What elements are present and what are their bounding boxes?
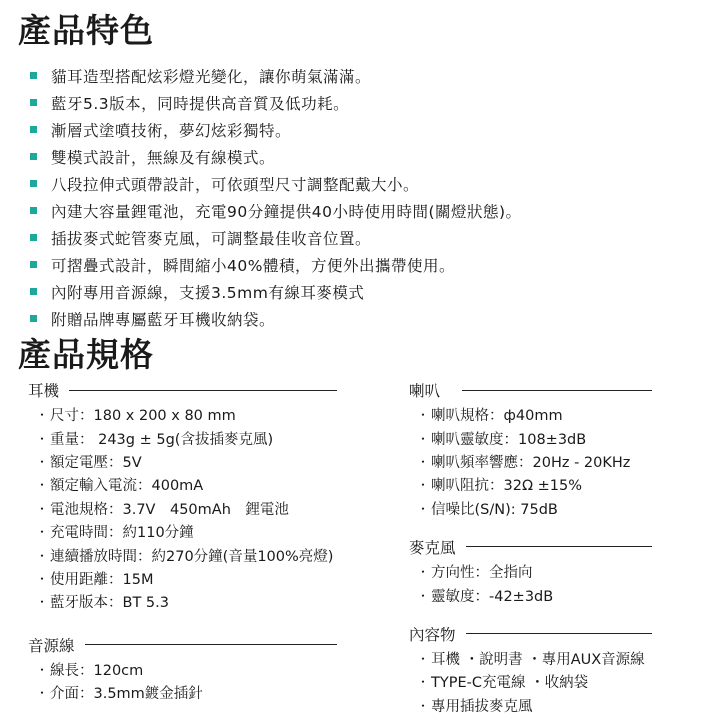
- spec-text: 尺寸：180 x 200 x 80 mm: [50, 408, 236, 425]
- section-title: 音源線: [28, 636, 75, 655]
- feature-text: 漸層式塗噴技術，夢幻炫彩獨特。: [51, 121, 292, 140]
- bullet-dot: ・: [36, 525, 49, 540]
- spec-item: [409, 694, 714, 717]
- spec-text: 方向性：全指向: [431, 565, 533, 582]
- feature-text: 附贈品牌專屬藍牙耳機收納袋。: [51, 310, 276, 329]
- spec-text: 耳機 ・說明書 ・專用AUX音源線: [431, 651, 645, 668]
- section-title: 麥克風: [409, 538, 456, 557]
- feature-text: 插拔麥式蛇管麥克風，可調整最佳收音位置。: [51, 229, 372, 248]
- square-bullet-icon: [30, 180, 37, 187]
- bullet-dot: ・: [36, 686, 49, 701]
- bullet-dot: ・: [417, 454, 430, 469]
- spec-text: 使用距離：15M: [50, 571, 154, 588]
- square-bullet-icon: [30, 72, 37, 79]
- bullet-dot: ・: [417, 651, 430, 666]
- bullet-dot: ・: [417, 431, 430, 446]
- bullet-dot: ・: [417, 698, 430, 713]
- bullet-dot: ・: [36, 408, 49, 423]
- feature-text: 內附專用音源線，支援3.5mm有線耳麥模式: [51, 283, 365, 302]
- spec-text: 額定電壓：5V: [50, 454, 142, 471]
- spec-text: 介面：3.5mm鍍金插針: [50, 686, 203, 703]
- specs-left-column: [28, 377, 368, 704]
- spec-item: [28, 403, 368, 426]
- spec-item: [28, 497, 368, 520]
- spec-text: 專用插拔麥克風: [431, 698, 533, 715]
- spec-text: 充電時間：約110分鐘: [50, 525, 194, 542]
- bullet-dot: ・: [417, 565, 430, 580]
- feature-item: [30, 62, 522, 89]
- bullet-dot: ・: [417, 501, 430, 516]
- bullet-dot: ・: [36, 431, 49, 446]
- spec-text: 線長：120cm: [50, 662, 144, 679]
- spec-section-microphone: [409, 534, 714, 607]
- bullet-dot: ・: [417, 478, 430, 493]
- spec-item: [409, 450, 714, 473]
- features-title: 產品特色: [18, 11, 154, 50]
- square-bullet-icon: [30, 234, 37, 241]
- feature-item: [30, 197, 522, 224]
- bullet-dot: ・: [417, 408, 430, 423]
- spec-item: [28, 590, 368, 613]
- spec-text: 信噪比(S/N): 75dB: [431, 501, 558, 518]
- spec-text: 喇叭靈敏度：108±3dB: [431, 431, 587, 448]
- feature-item: [30, 116, 522, 143]
- feature-text: 可摺疊式設計，瞬間縮小40%體積，方便外出攜帶使用。: [51, 256, 455, 275]
- spec-item: [28, 473, 368, 496]
- feature-item: [30, 278, 522, 305]
- spec-section-headphone: [28, 377, 368, 614]
- spec-text: 藍牙版本：BT 5.3: [50, 595, 169, 612]
- square-bullet-icon: [30, 99, 37, 106]
- spec-text: 喇叭規格：ф40mm: [431, 408, 563, 425]
- spec-item: [28, 543, 368, 566]
- square-bullet-icon: [30, 261, 37, 268]
- spec-item: [28, 520, 368, 543]
- spec-item: [409, 426, 714, 449]
- bullet-dot: ・: [36, 478, 49, 493]
- feature-item: [30, 251, 522, 278]
- section-divider: [85, 644, 337, 645]
- feature-list: [30, 62, 522, 332]
- specs-title: 產品規格: [18, 335, 154, 374]
- spec-item: [409, 403, 714, 426]
- feature-text: 貓耳造型搭配炫彩燈光變化，讓你萌氣滿滿。: [51, 67, 372, 86]
- feature-text: 藍牙5.3版本，同時提供高音質及低功耗。: [51, 94, 350, 113]
- spec-text: 喇叭阻抗：32Ω ±15%: [431, 478, 583, 495]
- section-title: 耳機: [28, 382, 60, 400]
- spec-item: [409, 583, 714, 606]
- section-title: 內容物: [409, 625, 456, 644]
- bullet-dot: ・: [36, 571, 49, 586]
- square-bullet-icon: [30, 126, 37, 133]
- spec-text: 重量： 243g ± 5g(含拔插麥克風): [50, 431, 274, 448]
- spec-item: [409, 560, 714, 583]
- spec-item: [409, 473, 714, 496]
- feature-item: [30, 89, 522, 116]
- spec-item: [28, 450, 368, 473]
- spec-section-audio-cable: [28, 632, 368, 705]
- spec-section-package-contents: [409, 621, 714, 717]
- bullet-dot: ・: [417, 675, 430, 690]
- bullet-dot: ・: [36, 454, 49, 469]
- spec-item: [28, 658, 368, 681]
- spec-section-speaker: [409, 377, 714, 520]
- spec-text: 電池規格：3.7V 450mAh 鋰電池: [50, 501, 289, 518]
- feature-text: 內建大容量鋰電池，充電90分鐘提供40小時使用時間(關燈狀態)。: [51, 202, 522, 221]
- square-bullet-icon: [30, 207, 37, 214]
- spec-item: [409, 670, 714, 693]
- square-bullet-icon: [30, 153, 37, 160]
- spec-text: 喇叭頻率響應：20Hz - 20KHz: [431, 454, 631, 471]
- section-title: 喇叭: [409, 382, 441, 400]
- feature-item: [30, 305, 522, 332]
- spec-text: 靈敏度：-42±3dB: [431, 588, 554, 605]
- feature-text: 雙模式設計，無線及有線模式。: [51, 148, 276, 167]
- spec-text: 連續播放時間：約270分鐘(音量100%亮燈): [50, 548, 334, 565]
- feature-text: 八段拉伸式頭帶設計，可依頭型尺寸調整配戴大小。: [51, 175, 420, 194]
- spec-item: [28, 681, 368, 704]
- section-divider: [466, 633, 652, 634]
- spec-item: [28, 426, 368, 449]
- spec-item: [409, 647, 714, 670]
- section-divider: [69, 390, 337, 391]
- feature-item: [30, 224, 522, 251]
- spec-item: [409, 497, 714, 520]
- bullet-dot: ・: [36, 548, 49, 563]
- feature-item: [30, 170, 522, 197]
- section-divider: [462, 390, 652, 391]
- feature-item: [30, 143, 522, 170]
- spec-item: [28, 567, 368, 590]
- bullet-dot: ・: [36, 662, 49, 677]
- spec-text: 額定輸入電流：400mA: [50, 478, 204, 495]
- specs-right-column: [409, 377, 714, 717]
- square-bullet-icon: [30, 315, 37, 322]
- bullet-dot: ・: [417, 588, 430, 603]
- square-bullet-icon: [30, 288, 37, 295]
- bullet-dot: ・: [36, 501, 49, 516]
- section-divider: [466, 546, 652, 547]
- bullet-dot: ・: [36, 595, 49, 610]
- spec-text: TYPE-C充電線 ・收納袋: [431, 675, 589, 692]
